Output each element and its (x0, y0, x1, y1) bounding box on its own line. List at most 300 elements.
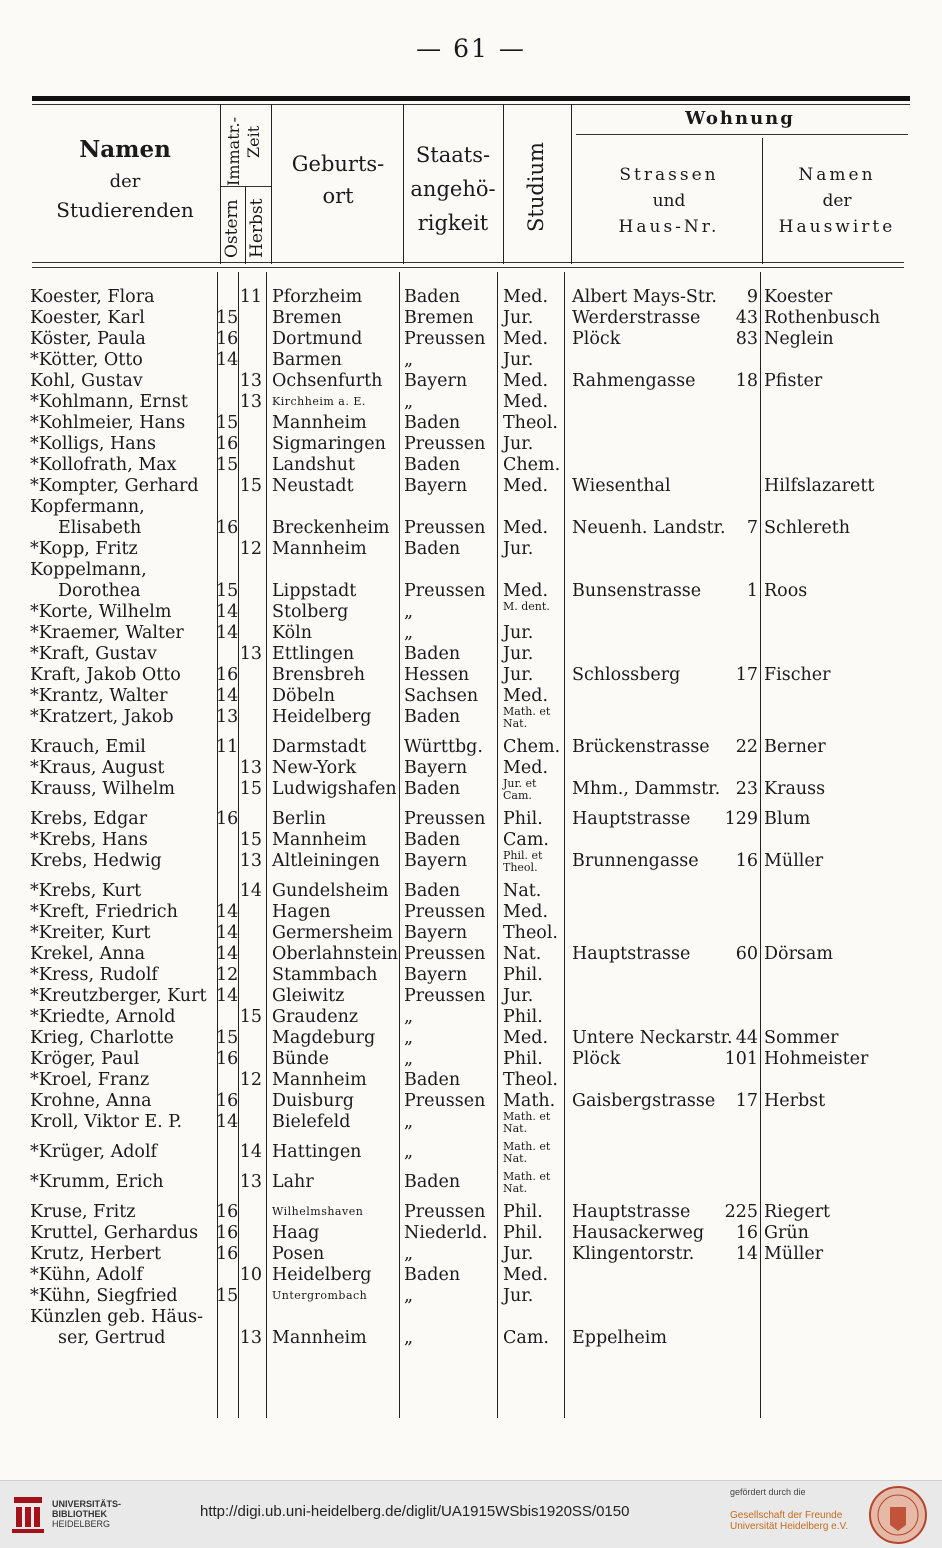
cell-nr: 14 (735, 1244, 758, 1264)
cell-wirt: Dörsam (764, 944, 833, 964)
cell-wirt: Fischer (764, 665, 831, 685)
cell-name: Koester, Flora (30, 287, 155, 307)
table-row (0, 851, 942, 872)
cell-ort: Hagen (272, 902, 331, 922)
table-row (0, 581, 942, 602)
cell-staat: Hessen (404, 665, 470, 685)
cell-str: Hauptstrasse (572, 1202, 691, 1222)
cell-str: Mhm., Dammstr. (572, 779, 721, 799)
cell-name: *Kühn, Siegfried (30, 1286, 178, 1306)
cell-ort: Mannheim (272, 1070, 367, 1090)
cell-name: *Kolligs, Hans (30, 434, 156, 454)
cell-str: Hauptstrasse (572, 944, 691, 964)
table-row (0, 737, 942, 758)
cell-wirt: Sommer (764, 1028, 839, 1048)
table-row (0, 923, 942, 944)
cell-stud: Jur. (503, 644, 534, 664)
cell-ost: 16 (216, 1091, 239, 1111)
cell-nr: 7 (746, 518, 758, 538)
cell-ort: Ochsenfurth (272, 371, 383, 391)
table-row (0, 965, 942, 986)
cell-ort: Sigmaringen (272, 434, 386, 454)
cell-ort: Brensbreh (272, 665, 366, 685)
cell-str: Schlossberg (572, 665, 681, 685)
cell-name: *Kreft, Friedrich (30, 902, 178, 922)
cell-staat: „ (404, 350, 414, 370)
table-row (0, 1091, 942, 1112)
cell-staat: Bremen (404, 308, 474, 328)
cell-name: Krebs, Hedwig (30, 851, 162, 871)
cell-str: Eppelheim (572, 1328, 667, 1348)
table-row (0, 1007, 942, 1028)
cell-name: *Kreiter, Kurt (30, 923, 151, 943)
cell-stud: Med. (503, 476, 549, 496)
cell-ort: Duisburg (272, 1091, 354, 1111)
cell-stud: Med. (503, 371, 549, 391)
cell-stud: Cam. (503, 830, 549, 850)
cell-ort: Stammbach (272, 965, 378, 985)
cell-staat: Baden (404, 881, 461, 901)
cell-name: *Kriedte, Arnold (30, 1007, 176, 1027)
cell-stud: Jur. (503, 623, 534, 643)
table-row (0, 1070, 942, 1091)
cell-staat: „ (404, 1142, 414, 1162)
table-row (0, 902, 942, 923)
table-row (0, 1265, 942, 1286)
cell-str: Brückenstrasse (572, 737, 710, 757)
cell-name: Kröger, Paul (30, 1049, 140, 1069)
cell-staat: „ (404, 392, 414, 412)
cell-staat: Baden (404, 1070, 461, 1090)
header-geburtsort-1: Geburts- (291, 152, 385, 176)
header-staatsangehoerigkeit (406, 138, 500, 240)
table-row (0, 287, 942, 308)
table-row (0, 623, 942, 644)
cell-ort: Berlin (272, 809, 327, 829)
cell-ost: 16 (216, 329, 239, 349)
cell-wirt: Rothenbusch (764, 308, 881, 328)
cell-str: Neuenh. Landstr. (572, 518, 726, 538)
cell-stud: Med. (503, 329, 549, 349)
cell-ort: Graudenz (272, 1007, 359, 1027)
cell-wirt: Blum (764, 809, 811, 829)
cell-her: 13 (239, 1172, 262, 1192)
cell-ost: 14 (216, 623, 239, 643)
cell-name: *Kraft, Gustav (30, 644, 157, 664)
cell-name: *Kohlmann, Ernst (30, 392, 188, 412)
cell-ost: 16 (216, 809, 239, 829)
cell-ort: Untergrombach (272, 1289, 368, 1302)
cell-stud: Math. et Nat. (503, 1140, 551, 1165)
cell-stud: Theol. (503, 1070, 558, 1090)
cell-staat: Bayern (404, 758, 468, 778)
cell-wirt: Hilfslazarett (764, 476, 875, 496)
cell-wirt: Roos (764, 581, 808, 601)
cell-ost: 16 (216, 434, 239, 454)
cell-ort: Mannheim (272, 1328, 367, 1348)
header-wirte-1: Namen (798, 165, 876, 185)
cell-staat: Preussen (404, 944, 486, 964)
cell-stud: Cam. (503, 1328, 549, 1348)
cell-ort: Stolberg (272, 602, 349, 622)
cell-ost: 14 (216, 923, 239, 943)
header-namen (40, 136, 210, 222)
table-row (0, 497, 942, 518)
cell-name: *Kraus, August (30, 758, 165, 778)
col-line (403, 104, 404, 264)
table-row (0, 686, 942, 707)
cell-staat: Baden (404, 413, 461, 433)
cell-stud: Jur. (503, 308, 534, 328)
cell-her: 15 (239, 779, 262, 799)
cell-ort: Magdeburg (272, 1028, 376, 1048)
cell-nr: 83 (735, 329, 758, 349)
table-row (0, 539, 942, 560)
header-strassen (576, 162, 762, 240)
cell-nr: 44 (735, 1028, 758, 1048)
cell-ort: Döbeln (272, 686, 335, 706)
cell-str: Klingentorstr. (572, 1244, 695, 1264)
cell-stud: Jur. (503, 539, 534, 559)
cell-str: Werderstrasse (572, 308, 701, 328)
col-line (220, 104, 221, 264)
cell-name: Kohl, Gustav (30, 371, 143, 391)
cell-her: 13 (239, 371, 262, 391)
table-row (0, 830, 942, 851)
cell-str: Albert Mays-Str. (572, 287, 717, 307)
page-number: — 61 — (416, 34, 526, 63)
cell-stud: Phil. (503, 1223, 543, 1243)
table-row (0, 455, 942, 476)
cell-staat: Preussen (404, 329, 486, 349)
header-herbst-text: Herbst (247, 198, 267, 258)
library-name-2: BIBLIOTHEK (52, 1509, 107, 1519)
cell-name: Krekel, Anna (30, 944, 146, 964)
immatr-rule (221, 186, 271, 187)
cell-her: 12 (239, 1070, 262, 1090)
cell-ort: Köln (272, 623, 313, 643)
cell-her: 13 (239, 758, 262, 778)
table-row (0, 1172, 942, 1193)
table-row (0, 602, 942, 623)
cell-ort: Germersheim (272, 923, 393, 943)
cell-her: 14 (239, 881, 262, 901)
sponsor-line-2: Gesellschaft der Freunde (730, 1510, 843, 1521)
cell-stud: Med. (503, 581, 549, 601)
cell-staat: Baden (404, 1265, 461, 1285)
cell-staat: Bayern (404, 476, 468, 496)
cell-staat: „ (404, 1286, 414, 1306)
header-wirte-2: der (822, 191, 852, 211)
cell-staat: Bayern (404, 965, 468, 985)
cell-staat: Preussen (404, 902, 486, 922)
cell-staat: Preussen (404, 986, 486, 1006)
cell-name: *Kress, Rudolf (30, 965, 158, 985)
cell-staat: Baden (404, 455, 461, 475)
cell-nr: 60 (735, 944, 758, 964)
table-row (0, 1142, 942, 1163)
cell-stud: Jur. (503, 434, 534, 454)
cell-name: *Krantz, Walter (30, 686, 168, 706)
header-ostern (222, 199, 242, 258)
header-namen-title: Namen (79, 136, 171, 163)
cell-nr: 1 (746, 581, 758, 601)
cell-staat: „ (404, 1112, 414, 1132)
cell-name: *Krüger, Adolf (30, 1142, 158, 1162)
cell-name: *Krumm, Erich (30, 1172, 164, 1192)
cell-name: Kruse, Fritz (30, 1202, 136, 1222)
cell-ort: Haag (272, 1223, 320, 1243)
header-herbst (247, 199, 267, 258)
cell-nr: 22 (735, 737, 758, 757)
cell-ost: 15 (216, 1286, 239, 1306)
cell-nr: 225 (724, 1202, 758, 1222)
cell-stud: Med. (503, 686, 549, 706)
table-row (0, 1049, 942, 1070)
cell-stud: Jur. et Cam. (503, 777, 537, 802)
cell-stud: Theol. (503, 413, 558, 433)
table-row (0, 308, 942, 329)
cell-ort: Bielefeld (272, 1112, 351, 1132)
cell-ort: Lippstadt (272, 581, 357, 601)
table-row (0, 1307, 942, 1328)
cell-ort: Dortmund (272, 329, 363, 349)
cell-her: 11 (239, 287, 262, 307)
cell-name: Kraft, Jakob Otto (30, 665, 181, 685)
cell-name: Krauss, Wilhelm (30, 779, 175, 799)
cell-name: Kruttel, Gerhardus (30, 1223, 199, 1243)
cell-name: Koester, Karl (30, 308, 145, 328)
cell-ort: Gleiwitz (272, 986, 345, 1006)
cell-name: *Kühn, Adolf (30, 1265, 143, 1285)
cell-staat: Preussen (404, 1091, 486, 1111)
header-ostern-text: Ostern (222, 199, 242, 258)
cell-name: *Kompter, Gerhard (30, 476, 199, 496)
header-staats-1: Staats- (415, 143, 491, 167)
cell-stud: Phil. (503, 965, 543, 985)
cell-staat: Württbg. (404, 737, 483, 757)
cell-ost: 15 (216, 455, 239, 475)
header-studium-text: Studium (524, 142, 548, 232)
cell-ort: Mannheim (272, 413, 367, 433)
cell-nr: 43 (735, 308, 758, 328)
cell-stud: Math. et Nat. (503, 1170, 551, 1195)
header-geburtsort (276, 152, 400, 208)
cell-stud: Theol. (503, 923, 558, 943)
cell-name: Künzlen geb. Häus- (30, 1307, 203, 1327)
table-row (0, 371, 942, 392)
cell-stud: Phil. et Theol. (503, 849, 543, 874)
table-row (0, 329, 942, 350)
cell-nr: 9 (746, 287, 758, 307)
cell-name: Krieg, Charlotte (30, 1028, 174, 1048)
cell-ort: Altleiningen (272, 851, 380, 871)
cell-ort: Mannheim (272, 830, 367, 850)
col-line (762, 138, 763, 264)
cell-stud: Med. (503, 1265, 549, 1285)
cell-name: *Kroel, Franz (30, 1070, 150, 1090)
table-row (0, 665, 942, 686)
cell-stud: Math. et Nat. (503, 705, 551, 730)
cell-wirt: Hohmeister (764, 1049, 869, 1069)
cell-stud: Med. (503, 758, 549, 778)
table-row (0, 1112, 942, 1133)
cell-ost: 16 (216, 1223, 239, 1243)
cell-name: Krohne, Anna (30, 1091, 152, 1111)
cell-stud: Med. (503, 1028, 549, 1048)
cell-her: 13 (239, 851, 262, 871)
cell-str: Plöck (572, 1049, 621, 1069)
cell-str: Wiesenthal (572, 476, 671, 496)
header-geburtsort-2: ort (322, 184, 354, 208)
cell-str: Untere Neckarstr. (572, 1028, 733, 1048)
col-line (245, 186, 246, 264)
header-bottom-rule (32, 262, 904, 263)
table-row (0, 881, 942, 902)
cell-stud: Chem. (503, 737, 561, 757)
cell-staat: Bayern (404, 371, 468, 391)
cell-str: Hausackerweg (572, 1223, 705, 1243)
cell-ort: Kirchheim a. E. (272, 395, 366, 408)
cell-ost: 13 (216, 707, 239, 727)
cell-wirt: Koester (764, 287, 833, 307)
cell-staat: Preussen (404, 1202, 486, 1222)
library-name-3: HEIDELBERG (52, 1519, 111, 1529)
table-row (0, 986, 942, 1007)
cell-staat: Baden (404, 287, 461, 307)
table-row (0, 1223, 942, 1244)
cell-ost: 14 (216, 686, 239, 706)
cell-her: 13 (239, 1328, 262, 1348)
cell-ort: Gundelsheim (272, 881, 389, 901)
cell-wirt: Herbst (764, 1091, 826, 1111)
table-row (0, 644, 942, 665)
cell-str: Brunnengasse (572, 851, 699, 871)
table-row (0, 1244, 942, 1265)
cell-ost: 16 (216, 518, 239, 538)
cell-stud: Nat. (503, 881, 542, 901)
cell-staat: Preussen (404, 518, 486, 538)
cell-ost: 14 (216, 986, 239, 1006)
header-strassen-2: und (652, 191, 686, 211)
header-bottom-rule-2 (32, 267, 904, 268)
cell-stud: Jur. (503, 1286, 534, 1306)
table-row (0, 758, 942, 779)
col-line (271, 104, 272, 264)
cell-ort: Darmstadt (272, 737, 367, 757)
cell-name: *Kratzert, Jakob (30, 707, 174, 727)
header-staats-3: rigkeit (417, 211, 489, 235)
cell-stud: Math. et Nat. (503, 1110, 551, 1135)
table-row (0, 1202, 942, 1223)
cell-stud: M. dent. (503, 600, 550, 613)
cell-stud: Phil. (503, 1007, 543, 1027)
header-namen-studierenden: Studierenden (56, 198, 194, 222)
header-immatr-text: Immatr.- (224, 116, 243, 186)
cell-name: *Kollofrath, Max (30, 455, 177, 475)
wohnung-rule (576, 134, 908, 135)
cell-staat: Baden (404, 1172, 461, 1192)
table-row (0, 809, 942, 830)
cell-staat: Baden (404, 707, 461, 727)
cell-ort: Pforzheim (272, 287, 363, 307)
table-row (0, 944, 942, 965)
cell-ost: 16 (216, 665, 239, 685)
header-wohnung: Wohnung (685, 108, 795, 129)
cell-ort: Heidelberg (272, 707, 372, 727)
cell-name: Krutz, Herbert (30, 1244, 162, 1264)
header-immatr (224, 117, 243, 186)
cell-name: *Krebs, Hans (30, 830, 148, 850)
library-logo-icon (10, 1493, 46, 1535)
cell-ort: Posen (272, 1244, 325, 1264)
header-wirte-3: Hauswirte (778, 217, 896, 237)
cell-her: 15 (239, 476, 262, 496)
cell-ost: 12 (216, 965, 239, 985)
cell-staat: Preussen (404, 581, 486, 601)
cell-her: 15 (239, 1007, 262, 1027)
cell-stud: Med. (503, 287, 549, 307)
header-strassen-3: Haus-Nr. (618, 217, 720, 237)
cell-her: 10 (239, 1265, 262, 1285)
cell-stud: Jur. (503, 665, 534, 685)
cell-ort: Lahr (272, 1172, 314, 1192)
cell-ort: Landshut (272, 455, 356, 475)
cell-ort: Wilhelmshaven (272, 1205, 364, 1218)
cell-nr: 17 (735, 665, 758, 685)
cell-her: 13 (239, 392, 262, 412)
cell-name: Elisabeth (58, 518, 142, 538)
cell-name: *Korte, Wilhelm (30, 602, 172, 622)
header-zeit (244, 126, 263, 158)
cell-ost: 14 (216, 902, 239, 922)
university-seal-icon (868, 1485, 928, 1545)
table-row (0, 434, 942, 455)
cell-ost: 14 (216, 1112, 239, 1132)
cell-wirt: Krauss (764, 779, 826, 799)
table-row (0, 1286, 942, 1307)
cell-stud: Nat. (503, 944, 542, 964)
header-hauswirte (764, 162, 910, 240)
cell-staat: „ (404, 623, 414, 643)
cell-name: Köster, Paula (30, 329, 146, 349)
cell-name: *Kopp, Fritz (30, 539, 138, 559)
cell-nr: 101 (724, 1049, 758, 1069)
table-row (0, 413, 942, 434)
cell-staat: Bayern (404, 923, 468, 943)
table-row (0, 707, 942, 728)
cell-wirt: Müller (764, 1244, 824, 1264)
cell-staat: Baden (404, 644, 461, 664)
header-top-rule (32, 96, 910, 101)
cell-stud: Phil. (503, 1049, 543, 1069)
cell-staat: Baden (404, 830, 461, 850)
header-staats-2: angehö- (410, 177, 496, 201)
cell-ost: 11 (216, 737, 239, 757)
table-row (0, 350, 942, 371)
cell-stud: Jur. (503, 1244, 534, 1264)
header-top-rule-thin (32, 104, 910, 105)
cell-ort: Heidelberg (272, 1265, 372, 1285)
cell-stud: Phil. (503, 1202, 543, 1222)
cell-nr: 18 (735, 371, 758, 391)
library-name-1: UNIVERSITÄTS- (52, 1499, 122, 1509)
source-url-link[interactable]: http://digi.ub.uni-heidelberg.de/diglit/UA1915WSbis1920SS/0150 (200, 1503, 630, 1520)
table-row (0, 476, 942, 497)
cell-staat: Niederld. (404, 1223, 488, 1243)
cell-name: ser, Gertrud (58, 1328, 166, 1348)
cell-ort: Hattingen (272, 1142, 362, 1162)
